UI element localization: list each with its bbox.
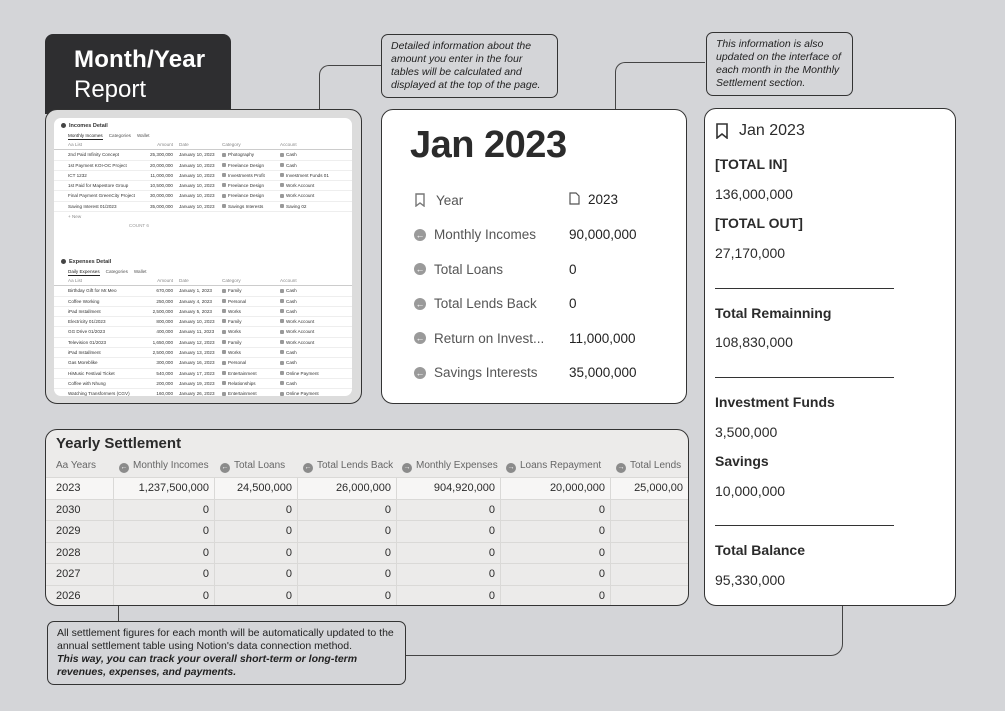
year-cell: 2030 [46,500,114,521]
table-cell: HiMusic Festival Ticket [68,370,115,376]
table-cell: Birthday Gift for Mr.Meo [68,288,117,294]
expenses-section [54,258,352,396]
property-label: ← Monthly Incomes [415,227,537,242]
table-cell: Works [222,327,280,336]
property-label: ← Total Lends Back [415,296,537,311]
table-cell: iPad Installment [68,308,101,314]
table-cell: January 10, 2023 [179,319,215,325]
table-header [46,455,689,478]
tag-icon [222,194,226,198]
value-cell: 20,000,000 [501,478,611,499]
divider [715,377,894,378]
table-cell: Electricity 01/2023 [68,319,106,325]
table-cell: Gas Moreblike [68,360,98,366]
investment-value: 3,500,000 [715,424,778,440]
value-cell: 0 [298,543,397,564]
property-row [414,363,676,383]
property-label: Year [414,193,569,208]
savings-value: 10,000,000 [715,483,786,499]
value-cell: 0 [298,564,397,585]
note-top-right: This information is also updated on the interface of each month in the Monthly Settlement section. [706,32,853,96]
view-tab[interactable]: Categories [105,269,128,274]
column-header: Aa Years [56,460,97,471]
value-cell [611,521,689,542]
tag-icon [222,319,226,323]
value-cell: 25,000,00 [611,478,689,499]
column-header: Account [280,142,297,147]
table-cell: Personal [222,358,280,367]
property-row [414,225,676,245]
table-header [54,140,352,150]
tag-icon [222,340,226,344]
table-cell: Work Account [280,317,340,326]
table-cell: January 10, 2023 [179,183,215,189]
table-row[interactable] [46,521,689,543]
table-cell: Work Account [280,181,340,190]
divider [715,288,894,289]
year-cell: 2028 [46,543,114,564]
view-tab[interactable]: Daily Expenses [68,269,100,274]
table-cell: 35,000,000 [150,203,173,209]
value-cell: 0 [215,564,298,585]
column-header: ← Total Loans [221,460,286,471]
arrow-left-icon: ← [221,464,229,471]
table-row[interactable] [54,202,352,212]
table-cell: 11,000,000 [150,172,173,178]
column-header: Account [280,278,297,283]
property-value: 0 [569,296,577,311]
column-header: ← Monthly Incomes [120,460,209,471]
table-cell: January 12, 2023 [179,339,215,345]
table-cell: Cash [280,348,340,357]
balance-label: Total Balance [715,542,805,558]
property-value: 35,000,000 [569,365,637,380]
table-cell: January 10, 2023 [179,162,215,168]
column-header: Category [222,278,241,283]
remaining-value: 108,830,000 [715,334,793,350]
table-row[interactable] [54,307,352,317]
table-row[interactable] [46,543,689,565]
table-header [54,276,352,286]
database-preview [54,118,352,396]
tag-icon [222,153,226,157]
table-cell: Cash [280,286,340,295]
table-cell: Saving Interest 01/2023 [68,203,117,209]
table-row[interactable] [54,358,352,368]
tag-icon [280,340,284,344]
report-title-line1: Month/Year [74,46,206,73]
table-row[interactable] [54,161,352,171]
tag-icon [222,163,226,167]
value-cell: 904,920,000 [397,478,501,499]
table-cell: 2nd Paid Infinity Concept [68,152,120,158]
total-in-label: [TOTAL IN] [715,156,788,172]
tag-icon [280,371,284,375]
table-cell: Works [222,348,280,357]
tag-icon [222,183,226,187]
table-cell: 1st Payment KOI-OC Project [68,162,127,168]
tag-icon [280,361,284,365]
tag-icon [280,204,284,208]
table-cell: Online Payment [280,389,340,396]
tag-icon [280,319,284,323]
table-row[interactable] [54,379,352,389]
table-cell: January 1, 2023 [179,288,212,294]
tag-icon [280,381,284,385]
database-preview-frame [45,109,362,404]
report-title-line2: Report [74,76,147,103]
value-cell: 0 [397,586,501,607]
column-header: ← Total Lends Back [304,460,394,471]
table-cell: 250,000 [156,298,173,304]
value-cell [611,586,689,607]
column-header: Aa List [68,142,83,147]
table-cell: Photography [222,150,280,159]
value-cell: 0 [501,500,611,521]
column-header: → Monthly Expenses [403,460,498,471]
table-row[interactable] [54,181,352,191]
property-value: 0 [569,261,577,277]
table-cell: Cash [280,379,340,388]
expenses-heading: Expenses Detail [54,258,352,267]
text-type-icon: Aa [56,460,71,471]
table-row[interactable] [54,171,352,181]
total-out-value: 27,170,000 [715,245,786,261]
table-cell: 1st Paid for Mapestore Group [68,183,129,189]
table-cell: Saving 02 [280,202,340,211]
table-cell: ICT 1232 [68,172,87,178]
value-cell: 0 [397,543,501,564]
total-in-value: 136,000,000 [715,186,793,202]
new-row-button[interactable]: + New [68,214,82,220]
connector-line [319,65,381,110]
table-cell: Cash [280,150,340,159]
table-cell: Investments Profit [222,171,280,180]
property-label: ← Savings Interests [415,365,538,380]
connector-line [118,605,119,622]
property-row [414,328,676,348]
value-cell: 0 [114,586,215,607]
value-cell: 0 [215,586,298,607]
table-cell: 200,000 [156,380,173,386]
note-bottom [47,621,406,685]
table-cell: January 10, 2023 [179,193,215,199]
table-cell: 400,000 [156,329,173,335]
table-cell: 1,650,000 [152,339,173,345]
table-cell: Investment Funds 01 [280,171,340,180]
property-row [414,259,676,279]
arrow-right-icon: → [507,464,515,471]
table-cell: Freelance Design [222,191,280,200]
table-row[interactable] [46,500,689,522]
page-icon [569,192,580,208]
tag-icon [222,289,226,293]
table-cell: 800,000 [156,319,173,325]
table-row[interactable] [54,369,352,379]
property-value: 2023 [569,192,618,208]
table-cell: Online Payment [280,369,340,378]
value-cell: 1,237,500,000 [114,478,215,499]
value-cell: 0 [298,586,397,607]
value-cell: 0 [298,521,397,542]
toggle-icon[interactable] [61,259,66,264]
arrow-right-icon: → [617,464,625,471]
incomes-tabs [54,131,352,140]
tag-icon [280,350,284,354]
value-cell: 0 [215,500,298,521]
table-cell: Personal [222,297,280,306]
column-header: → Total Lends [617,460,682,471]
table-row[interactable] [54,297,352,307]
table-cell: Family [222,317,280,326]
yearly-title: Yearly Settlement [56,435,182,452]
arrow-left-icon: ← [415,333,425,343]
tag-icon [280,183,284,187]
table-cell: 160,000 [156,391,173,396]
divider [715,525,894,526]
table-cell: Final Payment GreenCity Project [68,193,135,199]
table-cell: 30,000,000 [150,193,173,199]
note-bottom-regular: All settlement figures for each month will be automatically updated to the annual settlement table using Notion's data connection method. [57,627,394,652]
connector-line [615,62,705,109]
tag-icon [280,153,284,157]
table-cell: January 10, 2023 [179,152,215,158]
table-cell: Cash [280,297,340,306]
table-row[interactable] [54,150,352,160]
value-cell: 0 [501,586,611,607]
table-cell: Coffee with Nhung [68,380,106,386]
table-cell: Freelance Design [222,161,280,170]
toggle-icon[interactable] [61,123,66,128]
table-row[interactable] [54,327,352,337]
table-cell: Work Account [280,327,340,336]
table-cell: 20,000,000 [150,162,173,168]
remaining-label: Total Remainning [715,305,832,321]
table-cell: 300,000 [156,360,173,366]
table-cell: Works [222,307,280,316]
table-cell: January 10, 2023 [179,172,215,178]
month-card [381,109,687,404]
table-cell: Work Account [280,191,340,200]
year-cell: 2027 [46,564,114,585]
arrow-left-icon: ← [415,229,425,240]
table-cell: January 5, 2023 [179,308,212,314]
table-cell: Cash [280,358,340,367]
expenses-tabs [54,267,352,276]
investment-label: Investment Funds [715,394,835,410]
table-cell: Family [222,286,280,295]
property-value: 90,000,000 [569,227,637,242]
yearly-table-body [46,455,689,606]
view-tab[interactable]: Monthly Incomes [68,133,103,138]
tag-icon [222,381,226,385]
incomes-heading: Incomes Detail [54,122,352,131]
view-tab[interactable]: Wallet [133,269,147,274]
count-label: COUNT 6 [128,223,149,229]
view-tab[interactable]: Categories [108,133,131,138]
tag-icon [222,392,226,396]
table-cell: January 26, 2023 [179,391,215,396]
table-row[interactable] [46,586,689,607]
tag-icon [280,330,284,334]
arrow-left-icon: ← [415,298,425,309]
report-title-block [45,34,231,114]
table-row[interactable] [54,338,352,348]
tag-icon [280,194,284,198]
table-cell: January 4, 2023 [179,298,212,304]
table-cell: January 16, 2023 [179,360,215,366]
column-header: Date [179,278,189,283]
tag-icon [280,309,284,313]
property-label: ← Total Loans [415,261,504,277]
summary-card [704,108,956,606]
table-row[interactable] [54,317,352,327]
tag-icon [222,299,226,303]
tag-icon [222,309,226,313]
table-cell: January 19, 2023 [179,380,215,386]
table-row[interactable] [54,191,352,201]
table-row[interactable] [54,389,352,396]
savings-label: Savings [715,453,769,469]
table-cell: Television 01/2023 [68,339,107,345]
table-row[interactable] [46,478,689,500]
column-header: → Loans Repayment [507,460,602,471]
table-row[interactable] [54,286,352,296]
table-cell: Freelance Design [222,181,280,190]
table-cell: 540,000 [156,370,173,376]
tag-icon [222,361,226,365]
table-cell: 2,500,000 [152,308,173,314]
table-cell: 10,500,000 [150,183,173,189]
value-cell: 0 [114,543,215,564]
tag-icon [280,163,284,167]
value-cell: 0 [397,521,501,542]
tag-icon [280,173,284,177]
value-cell [611,500,689,521]
tag-icon [222,173,226,177]
table-cell: Watching Transformers (CGV) [68,391,130,396]
table-row[interactable] [54,348,352,358]
bookmark-icon [715,123,729,139]
table-cell: GG Drive 01/2023 [68,329,106,335]
property-row [414,294,676,314]
tag-icon [222,371,226,375]
value-cell: 0 [215,543,298,564]
tag-icon [222,204,226,208]
table-cell: Family [222,338,280,347]
table-cell: Savings Interests [222,202,280,211]
table-cell: January 11, 2023 [179,329,215,335]
table-cell: January 13, 2023 [179,350,215,356]
table-cell: January 10, 2023 [179,203,215,209]
tag-icon [280,289,284,293]
arrow-left-icon: ← [415,264,425,274]
arrow-left-icon: ← [120,464,128,471]
property-value: 11,000,000 [569,330,636,346]
table-cell: Cash [280,161,340,170]
view-tab[interactable]: Wallet [136,133,150,138]
column-header: Aa List [68,278,83,283]
column-header: Date [179,142,189,147]
year-cell: 2023 [46,478,114,499]
table-cell: Entertainment [222,389,280,396]
value-cell: 0 [114,500,215,521]
tag-icon [280,392,284,396]
yearly-settlement-table [45,429,689,606]
arrow-right-icon: → [403,464,411,471]
value-cell: 0 [501,521,611,542]
property-row [414,190,676,210]
value-cell: 24,500,000 [215,478,298,499]
value-cell: 0 [215,521,298,542]
table-cell: Coffee Working [68,298,100,304]
table-cell: Work Account [280,338,340,347]
column-header: Amount [157,278,173,283]
table-cell: Relationships [222,379,280,388]
value-cell: 0 [501,564,611,585]
note-bottom-italic: This way, you can track your overall short-term or long-term revenues, expenses, and payments. [57,653,358,678]
value-cell [611,543,689,564]
summary-title: Jan 2023 [715,122,805,140]
tag-icon [222,330,226,334]
table-cell: January 17, 2023 [179,370,215,376]
table-cell: Cash [280,307,340,316]
value-cell: 0 [397,500,501,521]
tag-icon [280,299,284,303]
value-cell: 0 [397,564,501,585]
table-cell: Entertainment [222,369,280,378]
year-cell: 2026 [46,586,114,607]
value-cell: 0 [298,500,397,521]
table-cell: 25,300,000 [150,152,173,158]
column-header: Category [222,142,241,147]
table-row[interactable] [46,564,689,586]
property-label: ← Return on Invest... [415,330,545,346]
tag-icon [222,350,226,354]
value-cell: 0 [501,543,611,564]
value-cell: 0 [114,521,215,542]
incomes-section [54,122,352,230]
note-top-middle: Detailed information about the amount you enter in the four tables will be calculated and displayed at the top of the page. [381,34,558,98]
total-out-label: [TOTAL OUT] [715,215,803,231]
arrow-left-icon: ← [304,464,312,471]
table-cell: 2,500,000 [152,350,173,356]
year-cell: 2029 [46,521,114,542]
value-cell: 0 [114,564,215,585]
column-header: Amount [157,142,173,147]
value-cell [611,564,689,585]
bookmark-icon [414,193,426,207]
arrow-left-icon: ← [415,367,425,378]
balance-value: 95,330,000 [715,572,786,588]
connector-line [405,605,843,656]
table-cell: iPad Installment [68,350,101,356]
value-cell: 26,000,000 [298,478,397,499]
table-cell: 670,000 [156,288,173,294]
month-title: Jan 2023 [410,124,567,166]
